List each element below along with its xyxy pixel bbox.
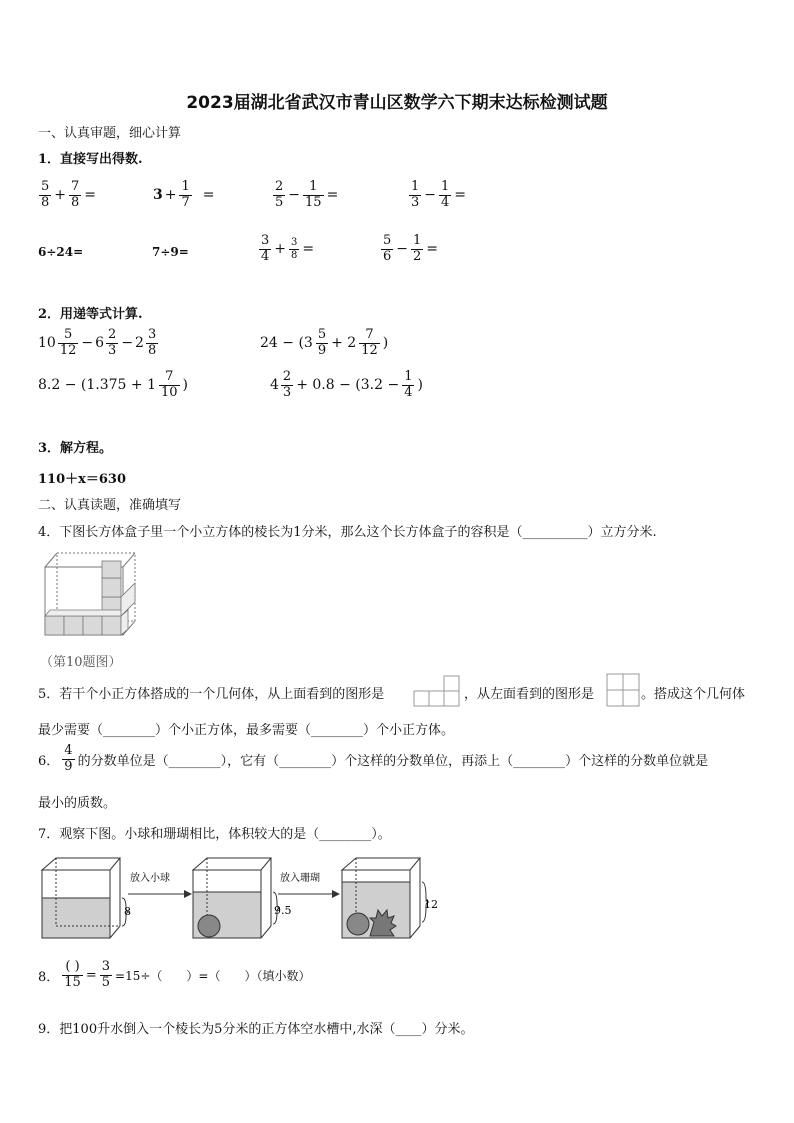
q2-item-b: 24 − (3 5 9 + 2 7 12 ) xyxy=(260,327,389,358)
q1-item-a: 5 8 + $\frac{7}{8}$ = xyxy=(41,179,97,210)
question-8: 8． ( ) 15 = $\frac{3}{5}$ =15÷（ ）=（ ）（填小数） xyxy=(38,959,311,990)
tank-2 xyxy=(193,858,280,938)
tank-1 xyxy=(42,858,129,938)
tank-3-height-label: 12 xyxy=(424,898,438,911)
left-view-figure xyxy=(606,673,640,707)
tank-2-height-label: 9.5 xyxy=(274,904,292,917)
figure-10-caption: （第10题图） xyxy=(40,655,122,670)
question-2: 2．用递等式计算. xyxy=(38,307,143,322)
page-title: 2023届湖北省武汉市青山区数学六下期末达标检测试题 xyxy=(186,93,608,113)
question-6-line-1: 6． 4 9 的分数单位是（________），它有（________）个这样的分数单位，再添上（________）个这样的分数单位就是 xyxy=(38,743,709,774)
arrow-2-label: 放入珊瑚 xyxy=(280,873,320,884)
arrow-1-icon xyxy=(128,890,192,898)
q2-item-c: 8.2 − (1.375 + 1 7 10 ) xyxy=(38,369,188,400)
question-6-line-2: 最小的质数。 xyxy=(38,796,117,811)
q3-equation: 110＋x＝630 xyxy=(38,472,127,487)
q2-item-d: 4 2 3 + 0.8 − (3.2 − $\frac{1}{4}$ ) xyxy=(270,369,423,400)
q1-item-c: 2 5 − $\frac{1}{15}$ = xyxy=(275,179,339,210)
tank-3 xyxy=(342,858,429,938)
question-5-part-a: 5．若干个小正方体搭成的一个几何体，从上面看到的图形是 xyxy=(38,687,385,702)
cuboid-box-figure xyxy=(40,545,140,640)
question-5-part-d: 最少需要（________）个小正方体，最多需要（________）个小正方体。 xyxy=(38,723,455,738)
q1-item-g: 3 4 + $\frac{3}{8}$ = xyxy=(261,233,315,264)
section-1-heading: 一、认真审题，细心计算 xyxy=(38,126,182,141)
arrow-2-icon xyxy=(278,890,340,898)
question-1: 1．直接写出得数. xyxy=(38,152,143,167)
question-9: 9．把100升水倒入一个棱长为5分米的正方体空水槽中,水深（____）分米。 xyxy=(38,1022,474,1037)
question-5-part-b: ，从左面看到的图形是 xyxy=(464,687,595,702)
section-2-heading: 二、认真读题，准确填写 xyxy=(38,498,182,513)
question-5-part-c: 。搭成这个几何体 xyxy=(641,687,746,702)
question-3: 3．解方程。 xyxy=(38,441,113,456)
q1-item-b: 3 + $\frac{1}{7}$ = xyxy=(153,179,215,210)
tank-1-height-label: 8 xyxy=(124,905,131,918)
question-7: 7．观察下图。小球和珊瑚相比，体积较大的是（________）。 xyxy=(38,827,391,842)
q1-item-h: 5 6 − $\frac{1}{2}$ = xyxy=(383,233,439,264)
arrow-1-label: 放入小球 xyxy=(130,873,170,884)
q1-item-e: 6÷24= xyxy=(38,245,84,259)
q1-item-f: 7÷9= xyxy=(152,245,189,259)
q2-item-a: 10 5 12 − 6 2 3 − 2 3 8 xyxy=(38,327,157,358)
question-4: 4．下图长方体盒子里一个小立方体的棱长为1分米，那么这个长方体盒子的容积是（__________）立方分米. xyxy=(38,525,657,540)
water-tank-figure xyxy=(38,852,448,944)
top-view-figure xyxy=(413,675,461,707)
q1-item-d: 1 3 − $\frac{1}{4}$ = xyxy=(411,179,467,210)
